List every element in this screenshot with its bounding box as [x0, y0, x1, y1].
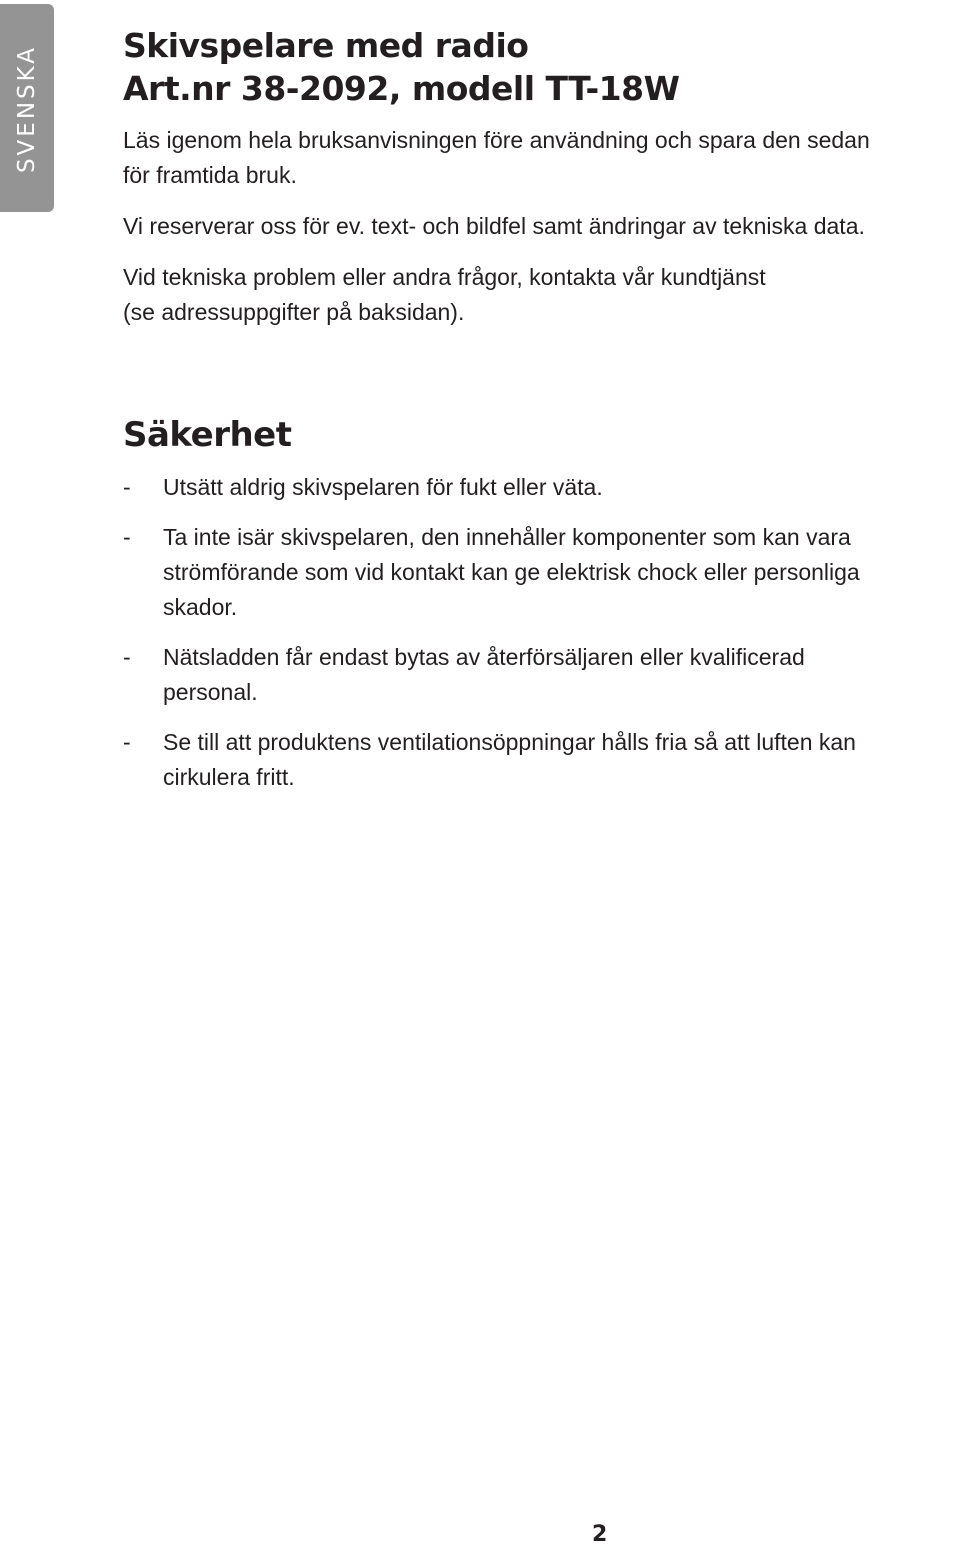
- safety-item-3-line-1: Nätsladden får endast bytas av återförsäljaren eller kvalificerad: [163, 644, 805, 670]
- safety-item-4-line-1: Se till att produktens ventilationsöppningar hålls fria så att luften kan: [163, 729, 856, 755]
- language-tab: [0, 4, 54, 212]
- title-article-number: Art.nr 38-2092, modell TT-18W: [123, 69, 680, 108]
- intro-paragraph-reservation: Vi reserverar oss för ev. text- och bildfel samt ändringar av tekniska data.: [123, 213, 865, 239]
- language-tab-label: SVENSKA: [14, 44, 40, 174]
- title-product-name: Skivspelare med radio: [123, 26, 529, 65]
- safety-item: [123, 725, 953, 795]
- intro-paragraph-support: [123, 260, 953, 330]
- safety-item: [123, 520, 953, 625]
- safety-item: [123, 470, 953, 505]
- safety-item-2-line-1: Ta inte isär skivspelaren, den innehåller komponenter som kan vara: [163, 524, 851, 550]
- bullet-dash: -: [123, 474, 131, 500]
- safety-item-2-line-2: strömförande som vid kontakt kan ge elektrisk chock eller personliga: [163, 559, 860, 585]
- intro-paragraph-read-manual: [123, 123, 953, 193]
- intro-p3-line1: Vid tekniska problem eller andra frågor, kontakta vår kundtjänst: [123, 264, 766, 290]
- page-number: 2: [592, 1522, 608, 1547]
- safety-item: [123, 640, 953, 710]
- safety-item-1-line-1: Utsätt aldrig skivspelaren för fukt eller väta.: [163, 474, 603, 500]
- bullet-dash: -: [123, 729, 131, 755]
- safety-heading: Säkerhet: [123, 415, 292, 455]
- safety-item-2-line-3: skador.: [163, 594, 238, 620]
- safety-item-4-line-2: cirkulera fritt.: [163, 764, 295, 790]
- document-title: [123, 24, 953, 110]
- page-content: [123, 24, 953, 810]
- safety-list: [123, 470, 953, 795]
- intro-p1-line1: Läs igenom hela bruksanvisningen före användning och spara den sedan: [123, 127, 870, 153]
- bullet-dash: -: [123, 644, 131, 670]
- intro-p1-line2: för framtida bruk.: [123, 162, 297, 188]
- safety-item-3-line-2: personal.: [163, 679, 258, 705]
- intro-p3-line2: (se adressuppgifter på baksidan).: [123, 299, 465, 325]
- bullet-dash: -: [123, 524, 131, 550]
